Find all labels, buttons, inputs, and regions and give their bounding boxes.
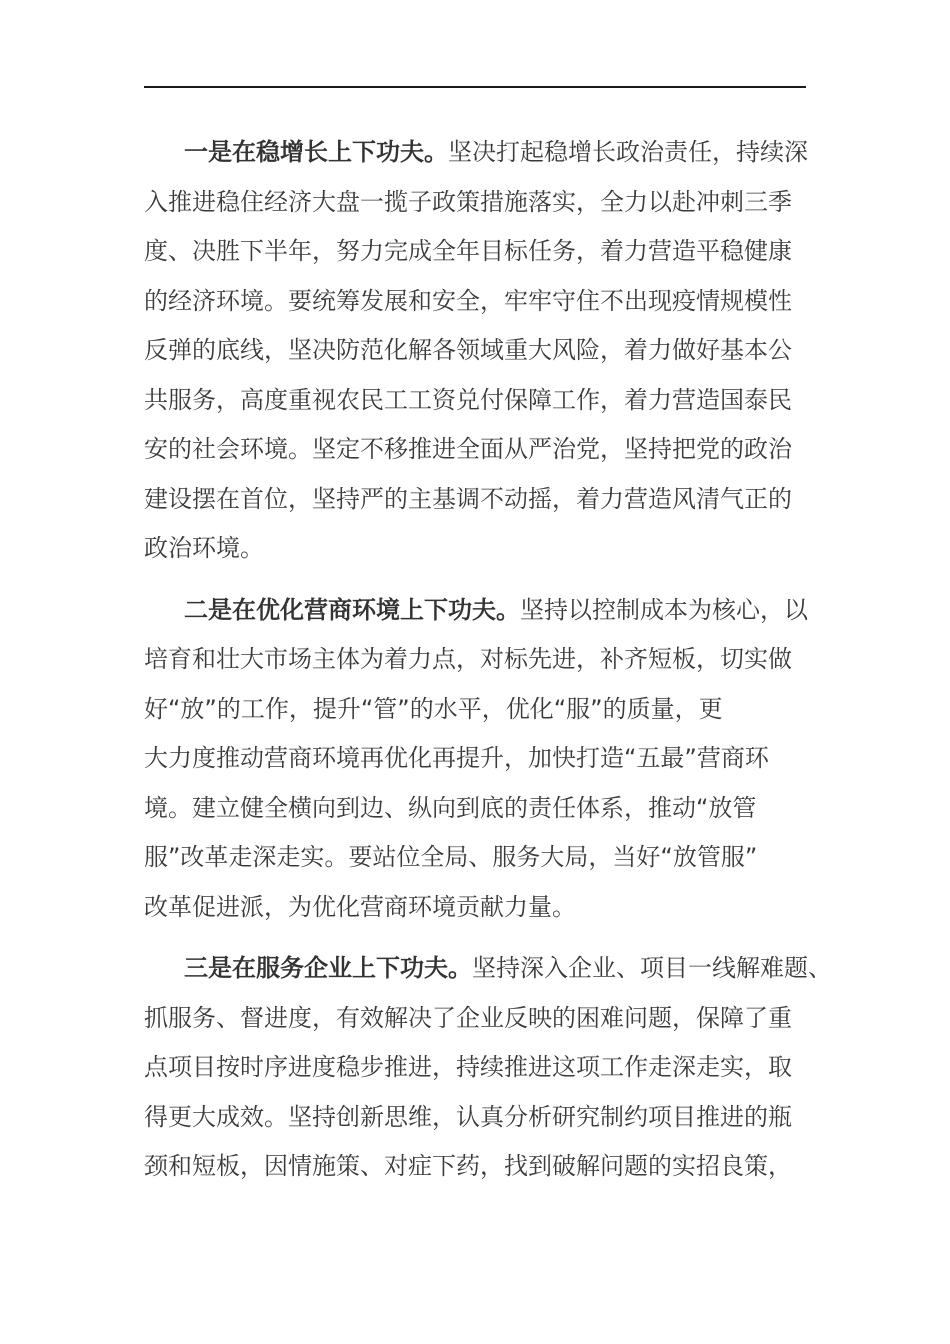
paragraph-line: 点项目按时序进度稳步推进，持续推进这项工作走深走实，取 — [144, 1053, 792, 1081]
paragraph-2-first-line — [144, 586, 806, 636]
paragraph-line: 共服务，高度重视农民工工资兑付保障工作，着力营造国泰民 — [144, 385, 792, 414]
paragraph-line: 境。建立健全横向到边、纵向到底的责任体系，推动“放管 — [144, 793, 757, 822]
paragraph-line: 坚决打起稳增长政治责任，持续深 — [448, 138, 808, 166]
paragraph-line: 颈和短板，因情施策、对症下药，找到破解问题的实招良策， — [144, 1152, 792, 1180]
paragraph-gap — [144, 932, 806, 944]
paragraph-1-lead: 一是在稳增长上下功夫。 — [184, 138, 448, 166]
paragraph-line: 培育和壮大市场主体为着力点，对标先进，补齐短板，切实做 — [144, 645, 792, 673]
paragraph-line: 的经济环境。要统筹发展和安全，牢牢守住不出现疫情规模性 — [144, 286, 792, 315]
paragraph-line: 大力度推动营商环境再优化再提升，加快打造“五最”营商环 — [144, 744, 769, 772]
paragraph-line: 安的社会环境。坚定不移推进全面从严治党，坚持把党的政治 — [144, 435, 792, 463]
paragraph-3-first-line — [144, 944, 832, 994]
paragraph-line: 坚持以控制成本为核心，以 — [520, 595, 808, 624]
paragraph-line: 坚持深入企业、项目一线解难题、 — [472, 954, 832, 982]
paragraph-2-lead: 二是在优化营商环境上下功夫。 — [184, 595, 520, 624]
paragraph-line: 建设摆在首位，坚持严的主基调不动摇，着力营造风清气正的 — [144, 484, 792, 513]
paragraph-line: 度、决胜下半年，努力完成全年目标任务，着力营造平稳健康 — [144, 237, 792, 265]
document-body — [144, 128, 832, 1192]
paragraph-3-lead: 三是在服务企业上下功夫。 — [184, 954, 472, 982]
paragraph-gap — [144, 574, 806, 586]
paragraph-line: 得更大成效。坚持创新思维，认真分析研究制约项目推进的瓶 — [144, 1102, 792, 1131]
paragraph-line: 抓服务、督进度，有效解决了企业反映的困难问题，保障了重 — [144, 1003, 792, 1032]
paragraph-1-first-line — [144, 128, 806, 178]
paragraph-line: 反弹的底线，坚决防范化解各领域重大风险，着力做好基本公 — [144, 336, 792, 364]
paragraph-line: 好“放”的工作，提升“管”的水平，优化“服”的质量，更 — [144, 694, 723, 723]
paragraph-line: 入推进稳住经济大盘一揽子政策措施落实，全力以赴冲刺三季 — [144, 187, 792, 216]
paragraph-line: 服”改革走深走实。要站位全局、服务大局，当好“放管服” — [144, 843, 758, 871]
header-rule — [144, 86, 806, 88]
paragraph-line: 改革促进派，为优化营商环境贡献力量。 — [144, 892, 576, 921]
paragraph-line: 政治环境。 — [144, 534, 264, 562]
